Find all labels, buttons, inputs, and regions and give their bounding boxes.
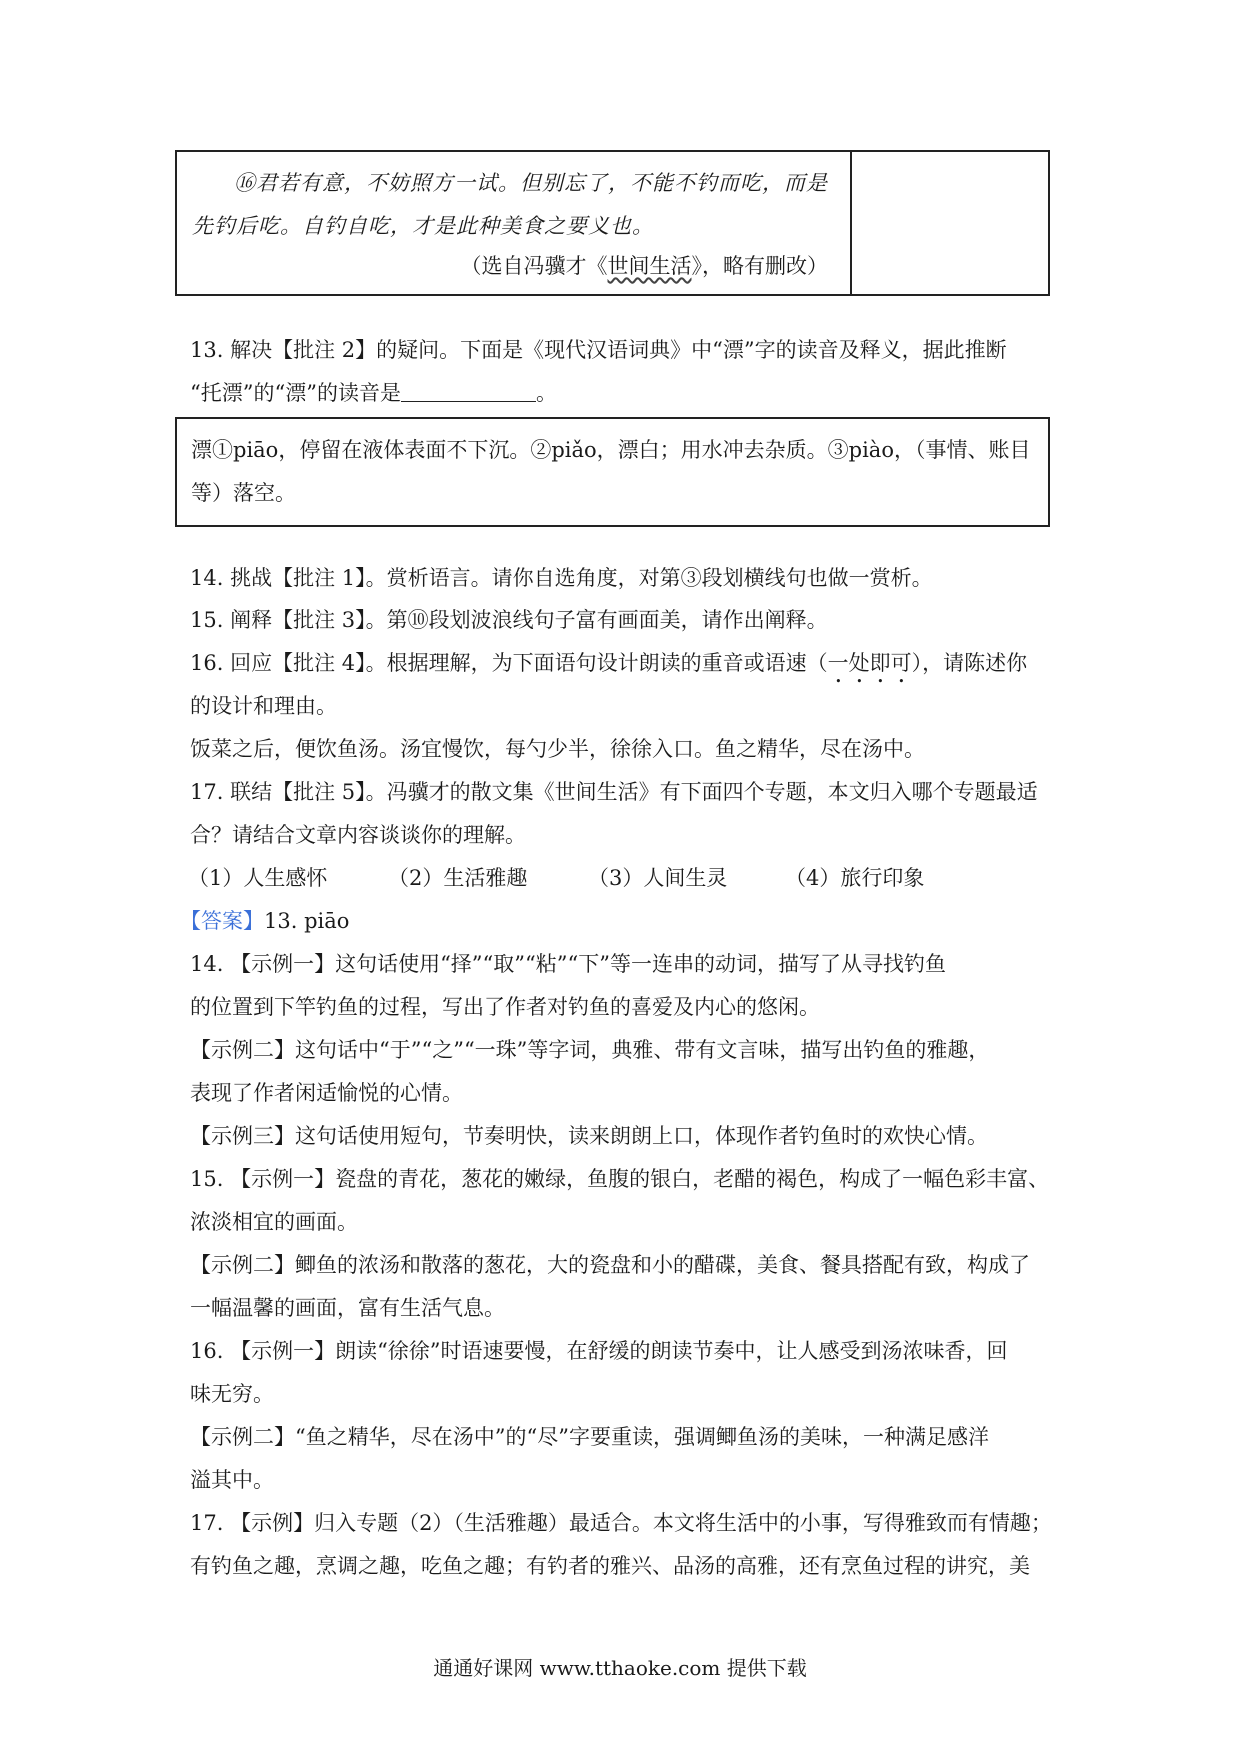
dotted-emphasis: 一处即可 [827,651,912,675]
answer-14-2b: 表现了作者闲适愉悦的心情。 [190,1081,463,1105]
q17-option-4: （4）旅行印象 [785,866,925,890]
q16-sentence: 饭菜之后，便饮鱼汤。汤宜慢饮，每勺少半，徐徐入口。鱼之精华，尽在汤中。 [190,737,925,761]
answer-13: 【答案】13. piāo [180,909,350,933]
dict-line-2: 等）落空。 [191,481,296,505]
q17-option-2: （2）生活雅趣 [388,866,528,890]
q17-option-1: （1）人生感怀 [188,866,328,890]
answer-14-2a: 【示例二】这句话中“于”“之”“一珠”等字词，典雅、带有文言味，描写出钓鱼的雅趣， [190,1038,990,1062]
q17-options [188,858,924,898]
q17-option-3: （3）人间生灵 [588,866,728,890]
passage-line-2: 先钓后吃。自钓自吃，才是此种美食之要义也。 [192,214,654,238]
dict-line-1: 漂①piāo，停留在液体表面不下沉。②piǎo，漂白；用水冲去杂质。③piào，（事情、账目 [191,438,1031,462]
answer-14-3: 【示例三】这句话使用短句，节奏明快，读来朗朗上口，体现作者钓鱼时的欢快心情。 [190,1124,988,1148]
answer-16-1a: 16. 【示例一】朗读“徐徐”时语速要慢，在舒缓的朗读节奏中，让人感受到汤浓味香，回 [190,1339,1008,1363]
passage-line-1: ⑯君若有意，不妨照方一试。但别忘了，不能不钓而吃，而是 [234,171,828,195]
passage-table [175,150,1050,296]
table-divider [850,152,852,294]
answer-tag: 【答案】 [180,909,264,933]
source-book-title: 世间生活 [607,254,692,278]
answer-blank[interactable] [401,379,536,402]
answer-17-a: 17. 【示例】归入专题（2）（生活雅趣）最适合。本文将生活中的小事，写得雅致而有情趣； [190,1511,1052,1535]
q14: 14. 挑战【批注 1】。赏析语言。请你自选角度，对第③段划横线句也做一赏析。 [190,566,933,590]
q16-line-2: 的设计和理由。 [190,694,337,718]
q13-line-1: 13. 解决【批注 2】的疑问。下面是《现代汉语词典》中“漂”字的读音及释义，据此推断 [190,338,1007,362]
answer-15-1a: 15. 【示例一】瓷盘的青花，葱花的嫩绿，鱼腹的银白，老醋的褐色，构成了一幅色彩丰富、 [190,1167,1050,1191]
answer-16-1b: 味无穷。 [190,1382,274,1406]
answer-16-2a: 【示例二】“鱼之精华，尽在汤中”的“尽”字要重读，强调鲫鱼汤的美味，一种满足感洋 [190,1425,989,1449]
q17-line-2: 合？请结合文章内容谈谈你的理解。 [190,823,526,847]
answer-14-1b: 的位置到下竿钓鱼的过程，写出了作者对钓鱼的喜爱及内心的悠闲。 [190,995,820,1019]
q15: 15. 阐释【批注 3】。第⑩段划波浪线句子富有画面美，请作出阐释。 [190,608,828,632]
answer-16-2b: 溢其中。 [190,1468,274,1492]
passage-cell [192,162,842,248]
page-footer: 通通好课网 www.tthaoke.com 提供下载 [433,1656,807,1680]
answer-15-2b: 一幅温馨的画面，富有生活气息。 [190,1296,505,1320]
answer-15-1b: 浓淡相宜的画面。 [190,1210,358,1234]
q13-line-2: “托漂”的“漂”的读音是 。 [190,381,557,405]
passage-source: （选自冯骥才《世间生活》，略有删改） [460,254,828,278]
q17-line-1: 17. 联结【批注 5】。冯骥才的散文集《世间生活》有下面四个专题，本文归入哪个专题最适 [190,780,1038,804]
q16-line-1: 16. 回应【批注 4】。根据理解，为下面语句设计朗读的重音或语速（一处即可），请陈述你 [190,651,1028,675]
answer-17-b: 有钓鱼之趣，烹调之趣，吃鱼之趣；有钓者的雅兴、品汤的高雅，还有烹鱼过程的讲究，美 [190,1554,1030,1578]
dictionary-box [175,417,1050,527]
answer-14-1a: 14. 【示例一】这句话使用“择”“取”“粘”“下”等一连串的动词，描写了从寻找钓鱼 [190,952,946,976]
answer-15-2a: 【示例二】鲫鱼的浓汤和散落的葱花，大的瓷盘和小的醋碟，美食、餐具搭配有致，构成了 [190,1253,1030,1277]
